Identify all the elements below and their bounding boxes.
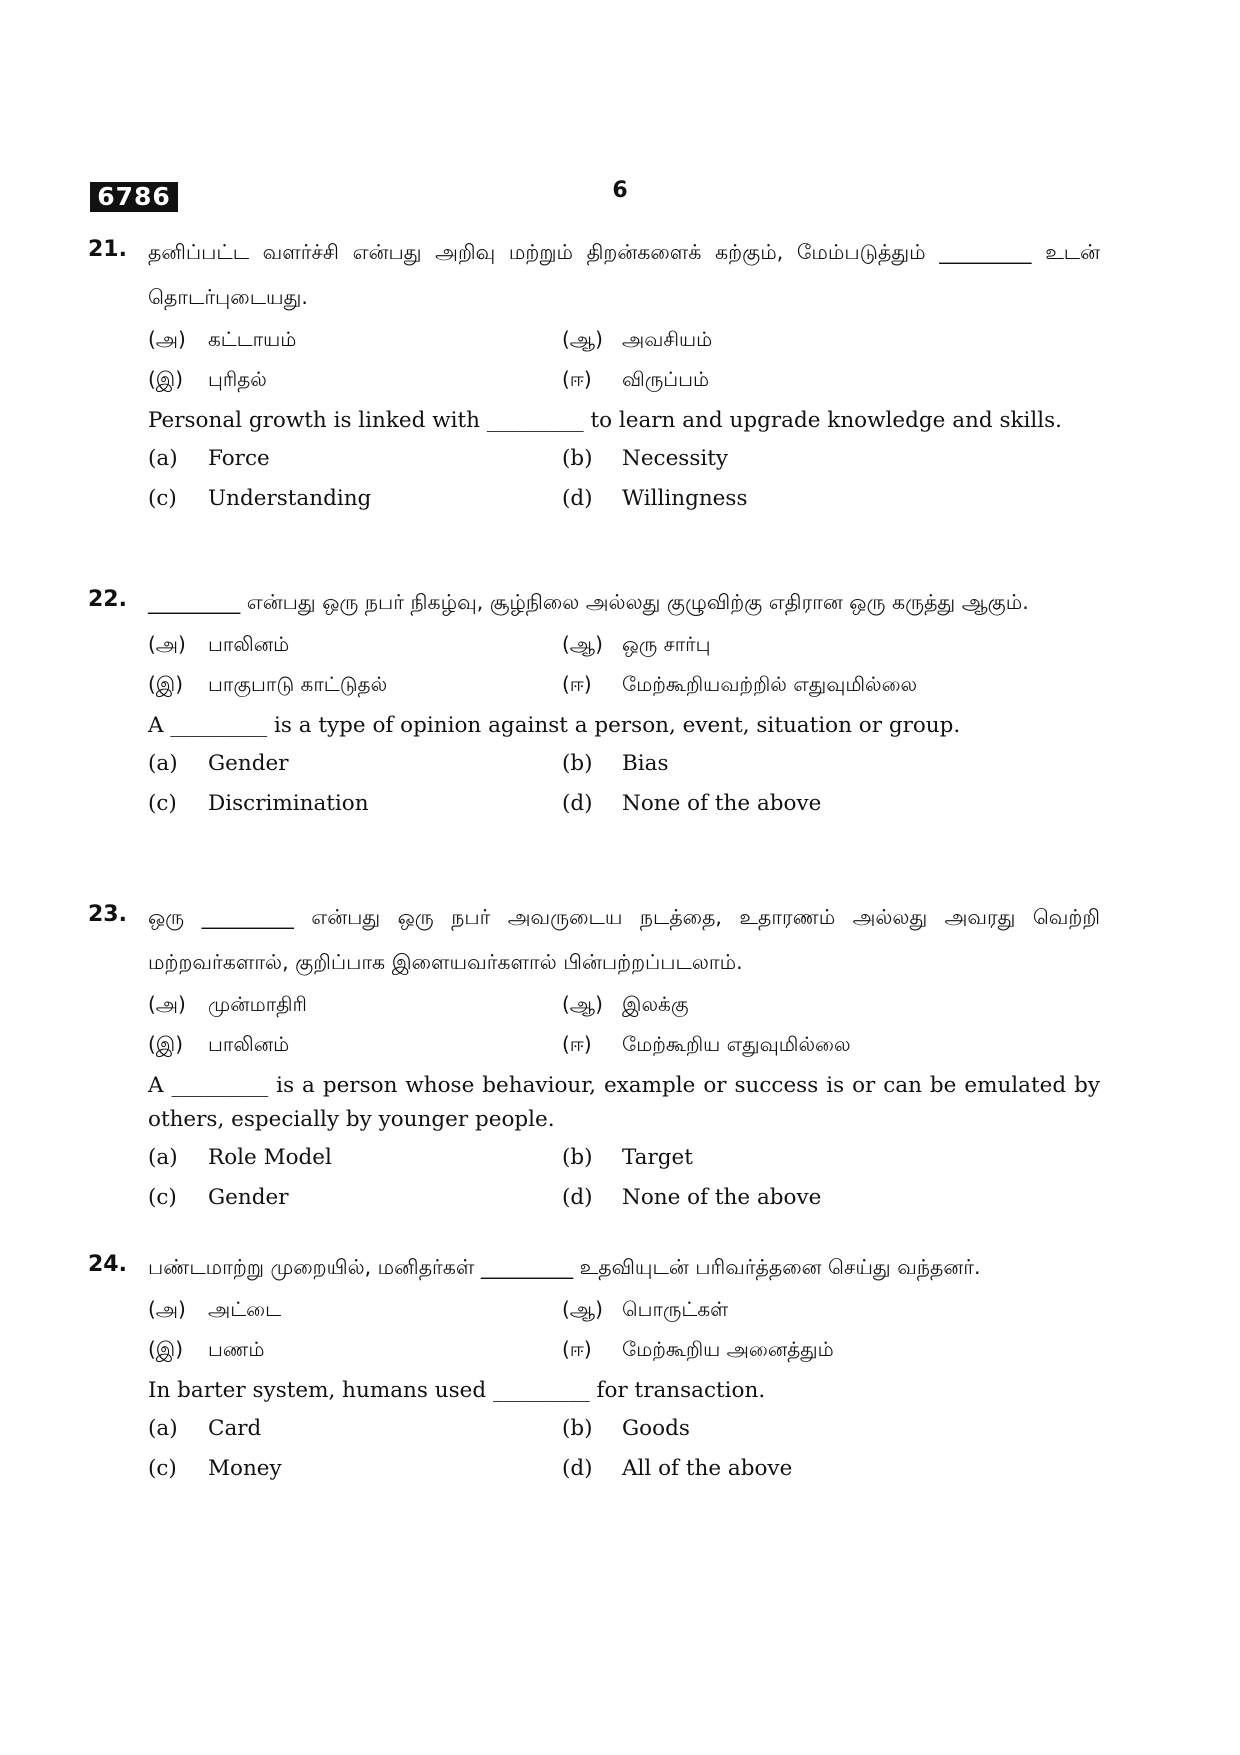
paper-code-badge: 6786: [90, 182, 178, 212]
question-number: 22.: [88, 587, 127, 612]
tamil-option-c: (இ) பாலினம்: [148, 1031, 290, 1056]
tamil-option-a: (அ) கட்டாயம்: [148, 326, 297, 351]
tamil-option-a: (அ) முன்மாதிரி: [148, 991, 307, 1016]
question-22: [88, 580, 1100, 823]
tamil-option-a: (அ) அட்டை: [148, 1296, 281, 1321]
tamil-option-b: (ஆ) ஒரு சார்பு: [562, 631, 711, 656]
tamil-option-b: (ஆ) அவசியம்: [562, 326, 713, 351]
english-option-c: (c) Understanding: [148, 485, 372, 511]
english-option-d: (d) All of the above: [562, 1455, 793, 1481]
question-english-text: A _________ is a person whose behaviour, example or success is or can be emulated by others, especially by younger people.: [148, 1073, 1100, 1132]
question-tamil-text: _________ என்பது ஒரு நபர் நிகழ்வு, சூழ்நிலை அல்லது குழுவிற்கு எதிரான ஒரு கருத்து ஆகும்.: [148, 590, 1029, 614]
tamil-option-a: (அ) பாலினம்: [148, 631, 290, 656]
english-option-b: (b) Target: [562, 1144, 693, 1170]
tamil-option-d: (ஈ) மேற்கூறிய அனைத்தும்: [562, 1336, 834, 1361]
english-option-a: (a) Gender: [148, 750, 289, 776]
tamil-option-d: (ஈ) விருப்பம்: [562, 366, 710, 391]
english-option-c: (c) Money: [148, 1455, 282, 1481]
tamil-option-d: (ஈ) மேற்கூறியவற்றில் எதுவுமில்லை: [562, 671, 918, 696]
page-number: 6: [612, 178, 628, 203]
english-option-d: (d) None of the above: [562, 1184, 822, 1210]
english-option-c: (c) Discrimination: [148, 790, 369, 816]
english-option-a: (a) Force: [148, 445, 270, 471]
tamil-option-c: (இ) பணம்: [148, 1336, 265, 1361]
question-english-text: A _________ is a type of opinion against a person, event, situation or group.: [148, 713, 961, 738]
english-option-c: (c) Gender: [148, 1184, 289, 1210]
english-option-a: (a) Role Model: [148, 1144, 332, 1170]
question-english-text: In barter system, humans used _________ for transaction.: [148, 1378, 766, 1403]
english-option-b: (b) Goods: [562, 1415, 690, 1441]
english-option-a: (a) Card: [148, 1415, 262, 1441]
tamil-option-c: (இ) புரிதல்: [148, 366, 267, 391]
question-number: 23.: [88, 902, 127, 927]
question-tamil-text: தனிப்பட்ட வளர்ச்சி என்பது அறிவு மற்றும் திறன்களைக் கற்கும், மேம்படுத்தும் _________ உடன் தொடர்புடையது.: [148, 240, 1100, 309]
question-english-text: Personal growth is linked with _________ to learn and upgrade knowledge and skills.: [148, 408, 1063, 433]
question-23: [88, 895, 1100, 1217]
tamil-option-c: (இ) பாகுபாடு காட்டுதல்: [148, 671, 388, 696]
question-number: 24.: [88, 1252, 127, 1277]
english-option-b: (b) Necessity: [562, 445, 729, 471]
question-24: [88, 1245, 1100, 1488]
english-option-d: (d) None of the above: [562, 790, 822, 816]
tamil-option-b: (ஆ) இலக்கு: [562, 991, 689, 1016]
english-option-b: (b) Bias: [562, 750, 669, 776]
question-number: 21.: [88, 237, 127, 262]
tamil-option-b: (ஆ) பொருட்கள்: [562, 1296, 729, 1321]
english-option-d: (d) Willingness: [562, 485, 748, 511]
tamil-option-d: (ஈ) மேற்கூறிய எதுவுமில்லை: [562, 1031, 851, 1056]
question-21: [88, 230, 1100, 518]
question-tamil-text: பண்டமாற்று முறையில், மனிதர்கள் _________ உதவியுடன் பரிவர்த்தனை செய்து வந்தனர்.: [148, 1255, 981, 1279]
question-tamil-text: ஒரு _________ என்பது ஒரு நபர் அவருடைய நடத்தை, உதாரணம் அல்லது அவரது வெற்றி மற்றவர்களால், குறிப்பாக இளையவர்களால் பின்பற்றப்படலாம்.: [148, 905, 1100, 974]
